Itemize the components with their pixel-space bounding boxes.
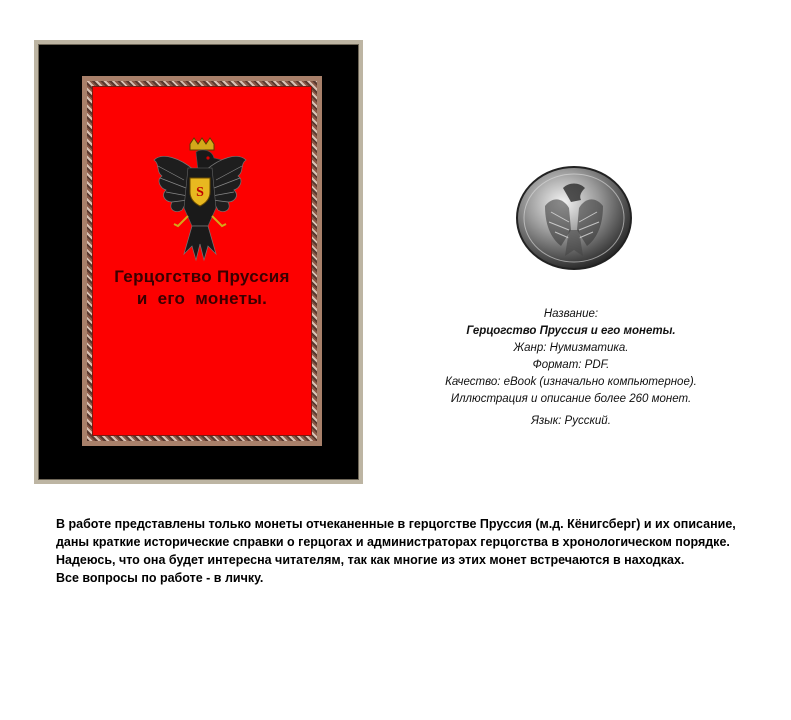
info-name-value: Герцогство Пруссия и его монеты.: [466, 325, 676, 337]
info-illustration: Иллюстрация и описание более 260 монет.: [450, 393, 692, 405]
info-language: Язык: Русский.: [531, 415, 611, 427]
book-info: [420, 306, 722, 430]
prussian-eagle-icon: [150, 136, 250, 266]
info-format: Формат: PDF.: [532, 359, 610, 371]
info-name-label: Название:: [543, 308, 599, 320]
book-cover-panel: [92, 86, 312, 436]
silver-coin-icon: [515, 166, 633, 270]
book-cover-title-line1: Герцогство Пруссия: [114, 267, 290, 286]
description-paragraph-3: Все вопросы по работе - в личку.: [56, 571, 264, 585]
svg-text:S: S: [196, 185, 204, 200]
book-cover-title: [92, 266, 312, 310]
book-cover-title-line2: и его монеты.: [136, 289, 268, 308]
description-paragraph-1: В работе представлены только монеты отчеканенные в герцогстве Пруссия (м.д. Кёнигсберг) и их описание, даны краткие исторические справки о герцогах и администраторах герцогства в хронологическом порядке.: [56, 517, 736, 549]
info-quality: Качество: eBook (изначально компьютерное).: [445, 376, 697, 388]
description-paragraph-2: Надеюсь, что она будет интересна читателям, так как многие из этих монет встречаются в находках.: [56, 553, 685, 567]
book-cover-border: [82, 76, 322, 446]
description: [56, 515, 756, 587]
book-cover: [34, 40, 363, 484]
info-genre: Жанр: Нумизматика.: [513, 342, 629, 354]
